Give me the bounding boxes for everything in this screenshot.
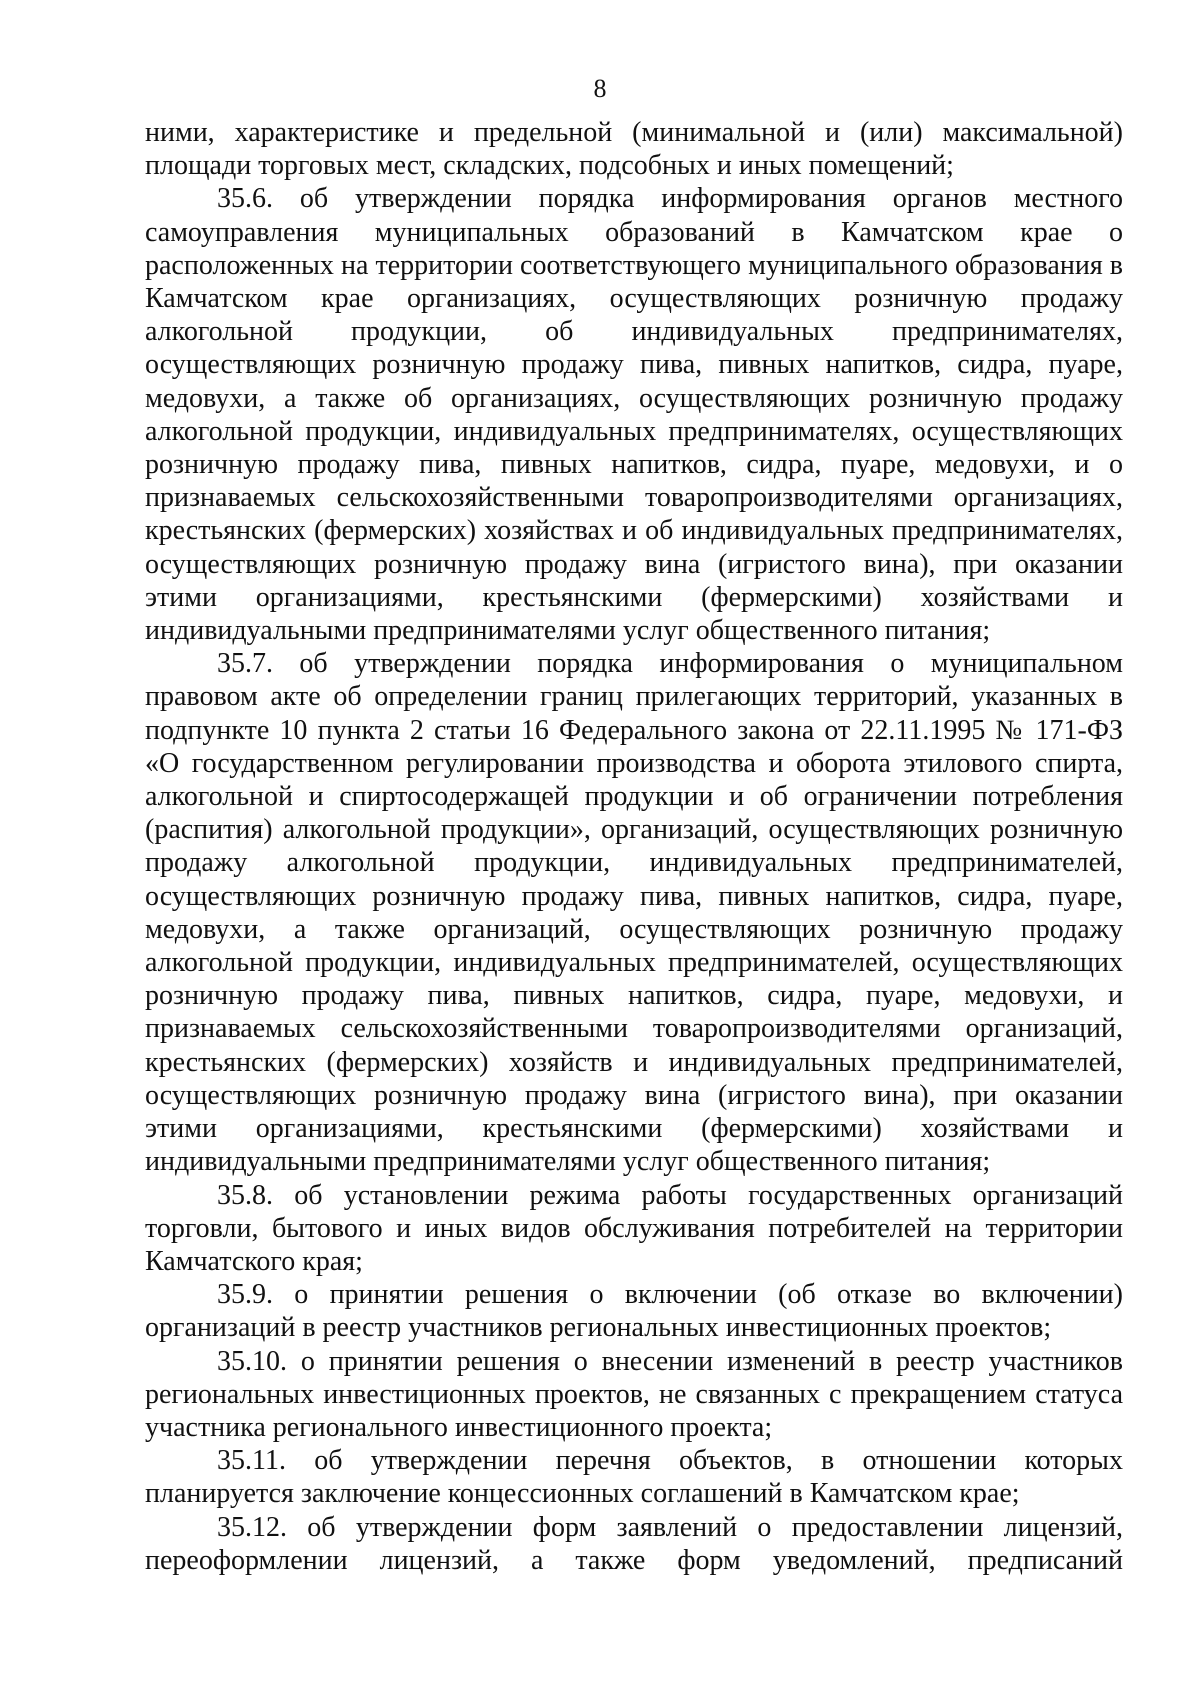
paragraph-35-10: 35.10. о принятии решения о внесении изменений в реестр участников региональных инвестиционных проектов, не связанных с прекращением статуса участника регионального инвестиционного проекта; [145,1345,1123,1443]
paragraph-35-9: 35.9. о принятии решения о включении (об отказе во включении) организаций в реестр участников региональных инвестиционных проектов; [145,1279,1123,1344]
paragraph-35-11: 35.11. об утверждении перечня объектов, в отношении которых планируется заключение концессионных соглашений в Камчатском крае; [145,1445,1123,1510]
document-body [145,116,1123,1577]
paragraph-35-12: 35.12. об утверждении форм заявлений о предоставлении лицензий, переоформлении лицензий, а также форм уведомлений, предписаний [145,1511,1123,1576]
paragraph-35-8: 35.8. об установлении режима работы государственных организаций торговли, бытового и иных видов обслуживания потребителей на территории Камчатского края; [145,1179,1123,1277]
paragraph-continuation: ними, характеристике и предельной (минимальной и (или) максимальной) площади торговых мест, складских, подсобных и иных помещений; [145,117,1123,182]
paragraph-35-7: 35.7. об утверждении порядка информирования о муниципальном правовом акте об определении границ прилегающих территорий, указанных в подпункте 10 пункта 2 статьи 16 Федерального закона от 22.11.1995 № 171-ФЗ «О государственном регулировании производства и оборота этилового спирта, алкогольной и спиртосодержащей продукции и об ограничении потребления (распития) алкогольной продукции», организаций, осуществляющих розничную продажу алкогольной продукции, индивидуальных предпринимателей, осуществляющих розничную продажу пива, пивных напитков, сидра, пуаре, медовухи, а также организаций, осуществляющих розничную продажу алкогольной продукции, индивидуальных предпринимателей, осуществляющих розничную продажу пива, пивных напитков, сидра, пуаре, медовухи, и признаваемых сельскохозяйственными товаропроизводителями организаций, крестьянских (фермерских) хозяйств и индивидуальных предпринимателей, осуществляющих розничную продажу вина (игристого вина), при оказании этими организациями, крестьянскими (фермерскими) хозяйствами и индивидуальными предпринимателями услуг общественного питания; [145,648,1123,1178]
paragraph-35-6: 35.6. об утверждении порядка информирования органов местного самоуправления муниципальных образований в Камчатском крае о расположенных на территории соответствующего муниципального образования в Камчатском крае организациях, осуществляющих розничную продажу алкогольной продукции, об индивидуальных предпринимателях, осуществляющих розничную продажу пива, пивных напитков, сидра, пуаре, медовухи, а также об организациях, осуществляющих розничную продажу алкогольной продукции, индивидуальных предпринимателях, осуществляющих розничную продажу пива, пивных напитков, сидра, пуаре, медовухи, и о признаваемых сельскохозяйственными товаропроизводителями организациях, крестьянских (фермерских) хозяйствах и об индивидуальных предпринимателях, осуществляющих розничную продажу вина (игристого вина), при оказании этими организациями, крестьянскими (фермерскими) хозяйствами и индивидуальными предпринимателями услуг общественного питания; [145,183,1123,647]
page-number: 8 [593,74,607,103]
